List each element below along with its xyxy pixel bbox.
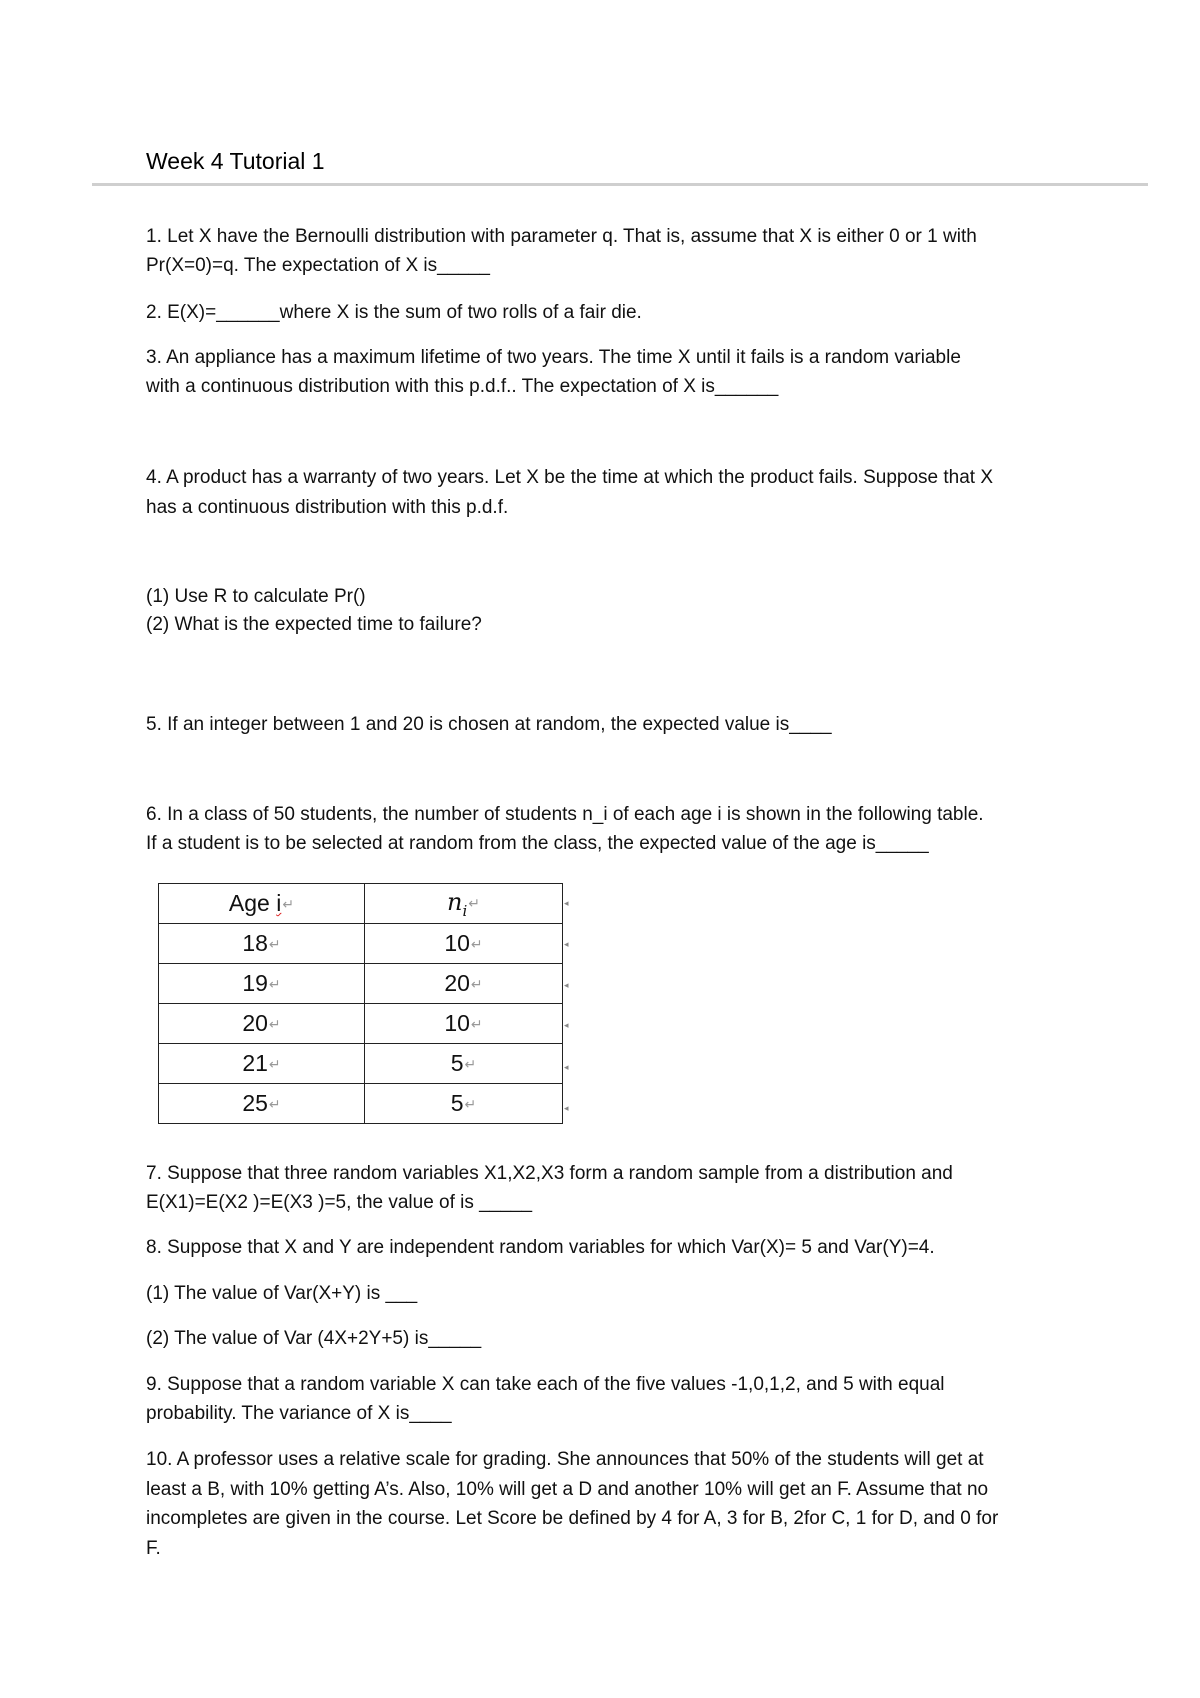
question-7-line-2: E(X1)=E(X2 )=E(X3 )=5, the value of is _____ — [146, 1192, 533, 1213]
table-header-row — [159, 884, 563, 924]
row-end-mark-icon: ◂ — [564, 1103, 569, 1113]
return-mark-icon: ↵ — [268, 936, 281, 953]
count-cell: 5 — [450, 1050, 464, 1076]
return-mark-icon: ↵ — [464, 1056, 477, 1073]
n-i-symbol: $n_i$ — [446, 887, 468, 920]
count-cell: 20 — [444, 970, 470, 996]
return-mark-icon: ↵ — [268, 1016, 281, 1033]
return-mark-icon: ↵ — [470, 936, 483, 953]
question-10-line-4: F. — [146, 1538, 161, 1559]
question-9-line-1: 9. Suppose that a random variable X can take each of the five values -1,0,1,2, and 5 with equal — [146, 1374, 945, 1395]
question-10-line-3: incompletes are given in the course. Let Score be defined by 4 for A, 3 for B, 2for C, 1 for D, and 0 for — [146, 1508, 999, 1529]
age-variable: i — [276, 890, 282, 916]
table-row — [159, 964, 563, 1004]
return-mark-icon: ↵ — [282, 896, 295, 913]
question-8: 8. Suppose that X and Y are independent random variables for which Var(X)= 5 and Var(Y)=4. — [146, 1237, 935, 1258]
age-cell: 21 — [242, 1050, 268, 1076]
row-end-mark-icon: ◂ — [564, 980, 569, 990]
question-9-line-2: probability. The variance of X is____ — [146, 1403, 452, 1424]
question-1-line-1: 1. Let X have the Bernoulli distribution with parameter q. That is, assume that X is either 0 or 1 with — [146, 226, 977, 247]
row-end-mark-icon: ◂ — [564, 1020, 569, 1030]
age-cell: 20 — [242, 1010, 268, 1036]
count-cell: 10 — [444, 1010, 470, 1036]
age-cell: 19 — [242, 970, 268, 996]
question-3-line-1: 3. An appliance has a maximum lifetime of two years. The time X until it fails is a random variable — [146, 347, 961, 368]
question-4-part-2: (2) What is the expected time to failure? — [146, 614, 482, 635]
question-4-line-2: has a continuous distribution with this p.d.f. — [146, 497, 509, 518]
return-mark-icon: ↵ — [468, 895, 480, 912]
table-row — [159, 1084, 563, 1124]
return-mark-icon: ↵ — [268, 1056, 281, 1073]
row-end-mark-icon: ◂ — [564, 939, 569, 949]
return-mark-icon: ↵ — [470, 1016, 483, 1033]
return-mark-icon: ↵ — [268, 976, 281, 993]
question-1-line-2: Pr(X=0)=q. The expectation of X is_____ — [146, 255, 490, 276]
question-10-line-1: 10. A professor uses a relative scale for grading. She announces that 50% of the students will get at — [146, 1449, 984, 1470]
title-divider — [92, 183, 1148, 186]
question-8-part-1: (1) The value of Var(X+Y) is ___ — [146, 1283, 418, 1304]
question-4-line-1: 4. A product has a warranty of two years. Let X be the time at which the product fails. Suppose that X — [146, 467, 994, 488]
row-end-mark-icon: ◂ — [564, 1062, 569, 1072]
question-8-part-2: (2) The value of Var (4X+2Y+5) is_____ — [146, 1328, 482, 1349]
question-6-line-1: 6. In a class of 50 students, the number of students n_i of each age i is shown in the following table. — [146, 804, 984, 825]
question-2: 2. E(X)=______where X is the sum of two rolls of a fair die. — [146, 302, 642, 323]
question-7-line-1: 7. Suppose that three random variables X1,X2,X3 form a random sample from a distribution and — [146, 1163, 953, 1184]
question-3-line-2: with a continuous distribution with this p.d.f.. The expectation of X is______ — [146, 376, 779, 397]
count-cell: 10 — [444, 930, 470, 956]
count-cell: 5 — [450, 1090, 464, 1116]
age-cell: 18 — [242, 930, 268, 956]
age-column-header: Age i↵ — [159, 884, 365, 924]
age-distribution-table — [158, 883, 563, 1124]
page-title: Week 4 Tutorial 1 — [146, 148, 325, 174]
question-10-line-2: least a B, with 10% getting A’s. Also, 10% will get a D and another 10% will get an F. Assume that no — [146, 1479, 989, 1500]
return-mark-icon: ↵ — [268, 1096, 281, 1113]
question-5: 5. If an integer between 1 and 20 is chosen at random, the expected value is____ — [146, 714, 832, 735]
row-end-mark-icon: ◂ — [564, 898, 569, 908]
question-4-part-1: (1) Use R to calculate Pr() — [146, 586, 366, 607]
age-cell: 25 — [242, 1090, 268, 1116]
return-mark-icon: ↵ — [470, 976, 483, 993]
count-column-header — [365, 884, 563, 924]
table-row — [159, 924, 563, 964]
table-row — [159, 1044, 563, 1084]
return-mark-icon: ↵ — [464, 1096, 477, 1113]
question-6-line-2: If a student is to be selected at random from the class, the expected value of the age is_____ — [146, 833, 929, 854]
table-row — [159, 1004, 563, 1044]
